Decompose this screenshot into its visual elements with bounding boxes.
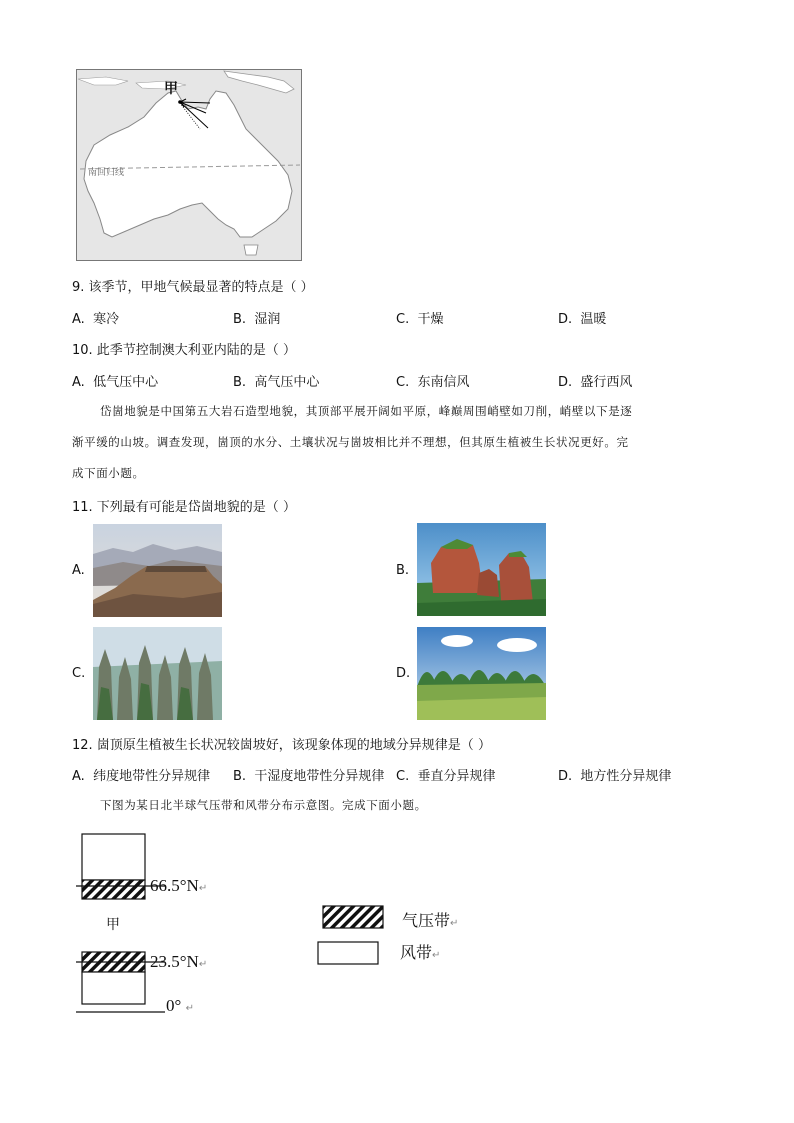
q11-option-b-letter[interactable]: B. [396, 563, 410, 578]
map-label-jia: 甲 [164, 81, 178, 97]
q11-option-d-letter[interactable]: D. [396, 666, 411, 681]
label-23-5n: 23.5°N↵ [150, 952, 208, 971]
upper-pressure-belt [82, 880, 145, 899]
q12-option-d[interactable]: D. 地方性分异规律 [558, 769, 672, 784]
q11-option-a-letter[interactable]: A. [72, 563, 85, 578]
legend-wind-label: 风带↵ [400, 943, 441, 962]
passage-1-line-1: 岱崮地貌是中国第五大岩石造型地貌，其顶部平展开阔如平原，峰巅周围峭壁如刀削，峭壁以下是逐 [100, 404, 633, 418]
passage-1-line-3: 成下面小题。 [72, 466, 145, 480]
q12-option-c[interactable]: C. 垂直分异规律 [396, 769, 496, 784]
legend-wind-swatch [318, 942, 378, 964]
tropic-label: 南回归线 [88, 168, 125, 178]
q12-option-a[interactable]: A. 纬度地带性分异规律 [72, 769, 211, 784]
diagram-label-jia: 甲 [106, 917, 120, 933]
q9-option-b[interactable]: B. 湿润 [233, 312, 281, 327]
passage-2: 下图为某日北半球气压带和风带分布示意图。完成下面小题。 [100, 798, 427, 812]
q10-stem: 10. 此季节控制澳大利亚内陆的是（ ） [72, 343, 296, 358]
q9-option-d[interactable]: D. 温暖 [558, 312, 607, 327]
upper-wind-belt [82, 834, 145, 880]
q10-option-b[interactable]: B. 高气压中心 [233, 375, 320, 390]
q11-option-c-letter[interactable]: C. [72, 666, 86, 681]
passage-1-line-2: 渐平缓的山坡。调查发现，崮顶的水分、土壤状况与崮坡相比并不理想，但其原生植被生长状况更好。完 [72, 435, 629, 449]
lower-wind-belt [82, 972, 145, 1004]
q11-stem: 11. 下列最有可能是岱崮地貌的是（ ） [72, 500, 296, 515]
legend-pressure-label: 气压带↵ [402, 911, 459, 930]
q10-option-d[interactable]: D. 盛行西风 [558, 375, 633, 390]
q9-option-c[interactable]: C. 干燥 [396, 312, 444, 327]
label-66-5n: 66.5°N↵ [150, 876, 208, 895]
q10-option-c[interactable]: C. 东南信风 [396, 375, 470, 390]
q12-option-b[interactable]: B. 干湿度地带性分异规律 [233, 769, 385, 784]
q10-option-a[interactable]: A. 低气压中心 [72, 375, 159, 390]
q12-stem: 12. 崮顶原生植被生长状况较崮坡好，该现象体现的地域分异规律是（ ） [72, 738, 491, 753]
label-0: 0° ↵ [166, 996, 194, 1015]
q9-option-a[interactable]: A. 寒冷 [72, 312, 120, 327]
legend-pressure-swatch [323, 906, 383, 928]
q9-stem: 9. 该季节，甲地气候最显著的特点是（ ） [72, 280, 314, 295]
